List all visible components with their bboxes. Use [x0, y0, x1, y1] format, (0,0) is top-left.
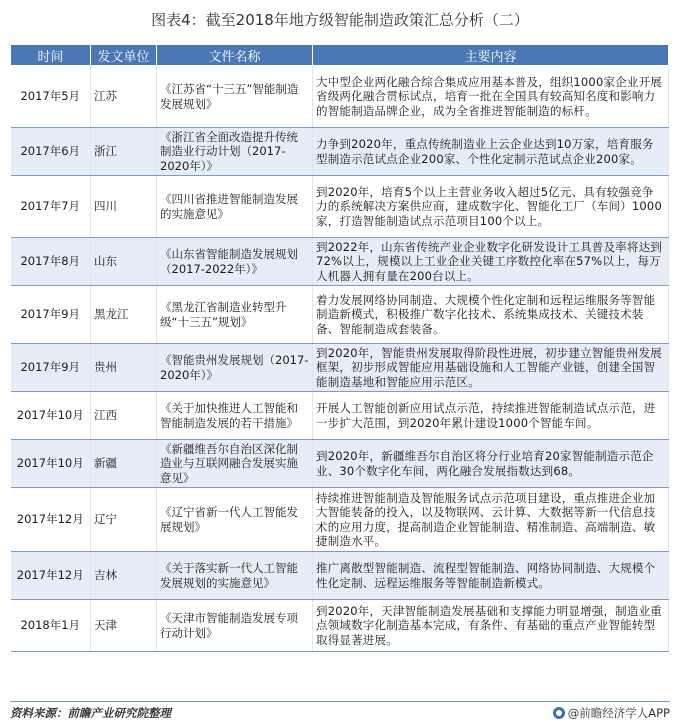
- brand-text: @前瞻经济学人APP: [567, 706, 670, 720]
- cell-unit: 辽宁: [91, 488, 157, 552]
- cell-file: 《江苏省“十三五”智能制造发展规划》: [157, 66, 313, 128]
- cell-file: 《四川省推进智能制造发展的实施意见》: [157, 176, 313, 238]
- cell-content: 开展人工智能创新应用试点示范，持续推进智能制造试点示范，进一步扩大范围，到2020年累计建设1000个智能车间。: [313, 392, 669, 440]
- cell-content: 到2022年，山东省传统产业企业数字化研发设计工具普及率将达到72%以上，规模以上工业企业关键工序数控化率在57%以上，每万人机器人拥有量在200台以上。: [313, 238, 669, 286]
- cell-file: 《辽宁省新一代人工智能发展规划》: [157, 488, 313, 552]
- column-header-content: 主要内容: [313, 45, 669, 66]
- cell-time: 2017年10月: [11, 392, 91, 440]
- table-row: [11, 600, 669, 652]
- table-row: [11, 128, 669, 176]
- cell-content: 到2020年，天津智能制造发展基础和支撑能力明显增强，制造业重点领域数字化制造基本完成，有条件、有基础的重点产业智能转型取得显著进展。: [313, 600, 669, 652]
- table-row: [11, 176, 669, 238]
- cell-unit: 吉林: [91, 552, 157, 600]
- cell-content: 持续推进智能制造及智能服务试点示范项目建设，重点推进企业加大智能装备的投入，以及物联网、云计算、大数据等新一代信息技术的应用力度，提高制造企业智能制造、精准制造、高端制造、敏捷制造水平。: [313, 488, 669, 552]
- cell-time: 2017年12月: [11, 552, 91, 600]
- column-header-time: 时间: [11, 45, 91, 66]
- cell-unit: 江苏: [91, 66, 157, 128]
- cell-unit: 四川: [91, 176, 157, 238]
- cell-unit: 黑龙江: [91, 286, 157, 344]
- table-row: [11, 286, 669, 344]
- cell-content: 到2020年，智能贵州发展取得阶段性进展，初步建立智能贵州发展框架，初步形成智能应用基础设施和人工智能产业链，创建全国智能制造基地和智能应用示范区。: [313, 344, 669, 392]
- cell-file: 《黑龙江省制造业转型升级“十三五”规划》: [157, 286, 313, 344]
- cell-time: 2017年10月: [11, 440, 91, 488]
- cell-content: 着力发展网络协同制造、大规模个性化定制和远程运维服务等智能制造新模式，积极推广数字化技术、系统集成技术、关键技术装备、智能制造成套装备。: [313, 286, 669, 344]
- cell-time: 2017年5月: [11, 66, 91, 128]
- cell-file: 《天津市智能制造发展专项行动计划》: [157, 600, 313, 652]
- cell-time: 2017年7月: [11, 176, 91, 238]
- cell-unit: 山东: [91, 238, 157, 286]
- cell-content: 到2020年，新疆维吾尔自治区将分行业培育20家智能制造示范企业、30个数字化车间，两化融合发展指数达到68。: [313, 440, 669, 488]
- cell-file: 《关于加快推进人工智能和智能制造发展的若干措施》: [157, 392, 313, 440]
- cell-content: 力争到2020年，重点传统制造业上云企业达到10万家，培育服务型制造示范试点企业200家、个性化定制示范试点企业200家。: [313, 128, 669, 176]
- cell-file: 《山东省智能制造发展规划（2017-2022年）》: [157, 238, 313, 286]
- policy-table: [10, 44, 669, 652]
- table-row: [11, 66, 669, 128]
- table-row: [11, 238, 669, 286]
- cell-time: 2017年9月: [11, 344, 91, 392]
- table-row: [11, 488, 669, 552]
- cell-content: 推广离散型智能制造、流程型智能制造、网络协同制造、大规模个性化定制、远程运维服务等智能制造新模式。: [313, 552, 669, 600]
- cell-time: 2017年6月: [11, 128, 91, 176]
- cell-unit: 贵州: [91, 344, 157, 392]
- cell-file: 《智能贵州发展规划（2017-2020年）》: [157, 344, 313, 392]
- cell-unit: 浙江: [91, 128, 157, 176]
- table-row: [11, 392, 669, 440]
- cell-file: 《新疆维吾尔自治区深化制造业与互联网融合发展实施意见》: [157, 440, 313, 488]
- source-note: 资料来源：前瞻产业研究院整理: [10, 706, 171, 720]
- cell-time: 2017年9月: [11, 286, 91, 344]
- cell-content: 大中型企业两化融合综合集成应用基本普及，组织1000家企业开展省级两化融合贯标试点，培育一批在全国具有较高知名度和影响力的智能制造品牌企业，成为全省推进智能制造的标杆。: [313, 66, 669, 128]
- column-header-unit: 发文单位: [91, 45, 157, 66]
- cell-unit: 江西: [91, 392, 157, 440]
- brand-logo-icon: [553, 707, 565, 719]
- cell-unit: 天津: [91, 600, 157, 652]
- cell-file: 《关于落实新一代人工智能发展规划的实施意见》: [157, 552, 313, 600]
- cell-file: 《浙江省全面改造提升传统制造业行动计划（2017-2020年）》: [157, 128, 313, 176]
- table-row: [11, 344, 669, 392]
- cell-time: 2017年12月: [11, 488, 91, 552]
- page-title: 图表4：截至2018年地方级智能制造政策汇总分析（二）: [151, 11, 529, 29]
- column-header-file: 文件名称: [157, 45, 313, 66]
- cell-time: 2018年1月: [11, 600, 91, 652]
- cell-time: 2017年8月: [11, 238, 91, 286]
- table-row: [11, 552, 669, 600]
- table-row: [11, 440, 669, 488]
- cell-unit: 新疆: [91, 440, 157, 488]
- footer: [10, 701, 670, 720]
- cell-content: 到2020年，培育5个以上主营业务收入超过5亿元、具有较强竞争力的系统解决方案供应商，建成数字化、智能化工厂（车间）1000家，打造智能制造试点示范项目100个以上。: [313, 176, 669, 238]
- table-header-row: [11, 45, 669, 66]
- brand-attribution: [553, 705, 670, 721]
